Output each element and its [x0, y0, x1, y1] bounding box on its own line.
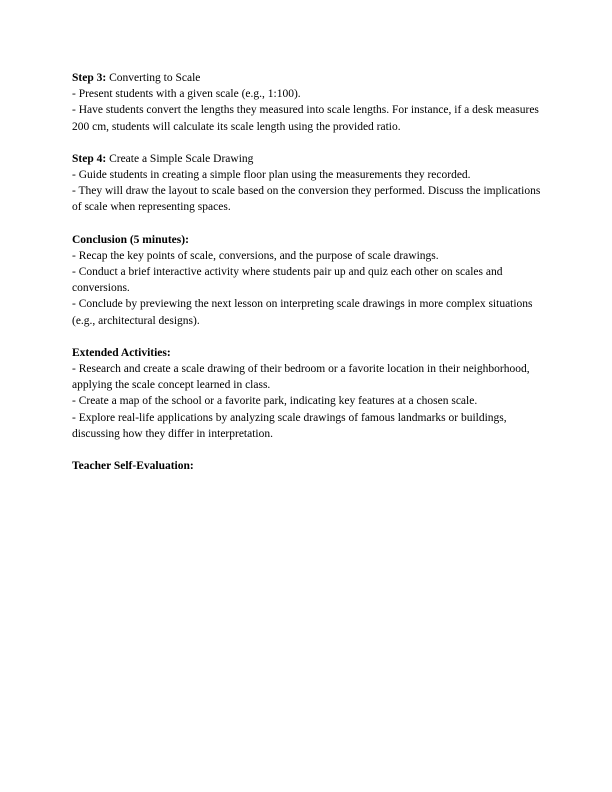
document-page — [72, 70, 542, 490]
step-4-heading — [72, 151, 542, 167]
conclusion-section — [72, 232, 542, 329]
step-4-item-1: - Guide students in creating a simple floor plan using the measurements they recorded. — [72, 169, 471, 182]
extended-activities-section — [72, 345, 542, 442]
self-evaluation-heading: Teacher Self-Evaluation: — [72, 460, 194, 473]
step-4-title: Create a Simple Scale Drawing — [106, 152, 254, 165]
self-evaluation-section — [72, 458, 542, 474]
step-3-label: Step 3: — [72, 72, 107, 84]
conclusion-heading: Conclusion (5 minutes): — [72, 233, 189, 246]
extended-activities-heading: Extended Activities: — [72, 346, 171, 359]
step-3-item-1: - Present students with a given scale (e.g., 1:100). — [72, 88, 301, 101]
conclusion-item-3: - Conclude by previewing the next lesson on interpreting scale drawings in more complex situations (e.g., architectural designs). — [72, 298, 533, 327]
step-3-heading — [72, 70, 542, 86]
step-3-title: Converting to Scale — [106, 72, 201, 84]
extended-activities-item-2: - Create a map of the school or a favorite park, indicating key features at a chosen scale. — [72, 395, 478, 408]
conclusion-item-2: - Conduct a brief interactive activity where students pair up and quiz each other on scales and conversions. — [72, 266, 503, 295]
step-4-label: Step 4: — [72, 152, 107, 165]
extended-activities-item-1: - Research and create a scale drawing of their bedroom or a favorite location in their neighborhood, applying the scale concept learned in class. — [72, 363, 530, 392]
conclusion-item-1: - Recap the key points of scale, conversions, and the purpose of scale drawings. — [72, 249, 439, 262]
step-4-item-2: - They will draw the layout to scale based on the conversion they performed. Discuss the implications of scale when representing spaces. — [72, 185, 541, 214]
extended-activities-item-3: - Explore real-life applications by analyzing scale drawings of famous landmarks or buildings, discussing how they differ in interpretation. — [72, 411, 507, 440]
step-3-section — [72, 70, 542, 135]
step-4-section — [72, 151, 542, 216]
step-3-item-2: - Have students convert the lengths they measured into scale lengths. For instance, if a desk measures 200 cm, students will calculate its scale length using the provided ratio. — [72, 104, 539, 133]
